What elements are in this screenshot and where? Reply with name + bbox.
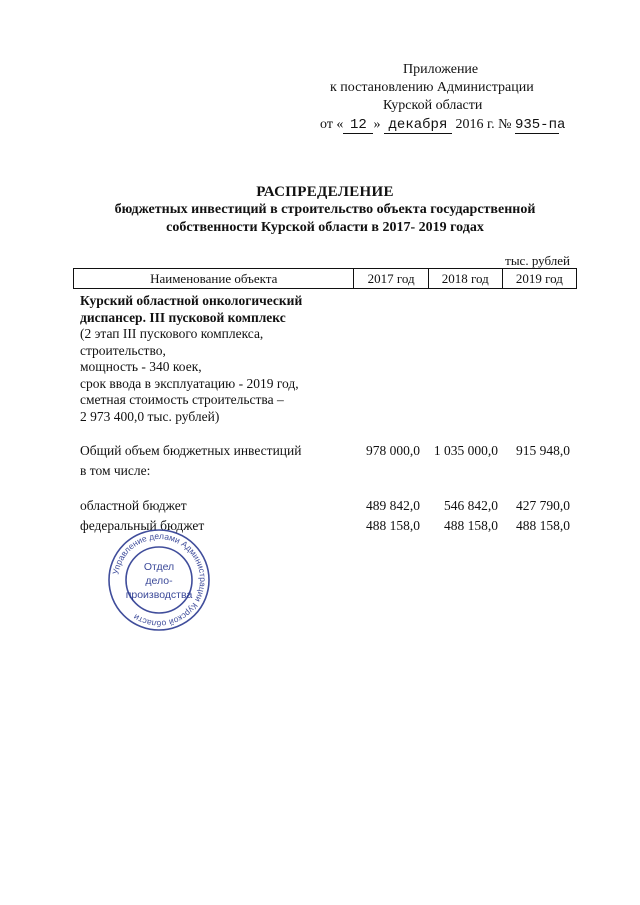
- federal-2019: 488 158,0: [516, 518, 570, 533]
- total-2019: 915 948,0: [516, 443, 570, 458]
- federal-2018: 488 158,0: [444, 518, 498, 533]
- units-label: тыс. рублей: [505, 253, 570, 268]
- investment-table: [73, 268, 577, 289]
- table-header-row: [74, 269, 577, 289]
- object-detail-line: 2 973 400,0 тыс. рублей): [80, 408, 220, 424]
- row-label-regional: областной бюджет: [80, 498, 187, 513]
- stamp-center-line: дело-: [145, 575, 173, 587]
- row-label-including: в том числе:: [80, 463, 151, 478]
- header-object-name: Наименование объекта: [74, 269, 354, 289]
- row-label-federal: федеральный бюджет: [80, 518, 205, 533]
- appendix-region-line: Курской области: [383, 98, 483, 113]
- document-title: РАСПРЕДЕЛЕНИЕ: [256, 184, 394, 200]
- row-label-total: Общий объем бюджетных инвестиций: [80, 443, 302, 458]
- date-prefix: от «: [320, 117, 344, 132]
- object-detail-line: (2 этап III пускового комплекса,: [80, 326, 264, 341]
- regional-2018: 546 842,0: [444, 498, 498, 513]
- total-2017: 978 000,0: [366, 443, 420, 458]
- federal-2017: 488 158,0: [366, 518, 420, 533]
- stamp-center-line: Отдел: [143, 561, 175, 573]
- header-2018: 2018 год: [428, 269, 502, 289]
- object-detail-line: срок ввода в эксплуатацию - 2019 год,: [80, 375, 299, 391]
- object-name-line: диспансер. III пусковой комплекс: [80, 309, 286, 325]
- header-2017: 2017 год: [354, 269, 428, 289]
- appendix-title: Приложение: [403, 62, 479, 77]
- office-stamp: [106, 527, 212, 633]
- date-day: 12: [343, 118, 373, 134]
- header-2019: 2019 год: [502, 269, 576, 289]
- regional-2019: 427 790,0: [516, 498, 570, 513]
- regional-2017: 489 842,0: [366, 498, 420, 513]
- stamp-center-line: производства: [125, 589, 193, 601]
- date-year: 2016 г. №: [455, 117, 512, 132]
- object-detail-line: сметная стоимость строительства –: [80, 392, 284, 407]
- document-subtitle-2: собственности Курской области в 2017- 2019 годах: [166, 220, 484, 235]
- object-name-line: Курский областной онкологический: [80, 293, 303, 308]
- object-description: [80, 293, 350, 425]
- appendix-resolution-line: к постановлению Администрации: [330, 80, 534, 95]
- stamp-ring-text: Управление делами Администрации Курской области: [110, 530, 209, 630]
- date-mid: »: [373, 117, 381, 132]
- document-heading: [60, 183, 590, 237]
- total-2018: 1 035 000,0: [433, 443, 498, 458]
- object-detail-line: строительство,: [80, 342, 166, 358]
- document-subtitle-1: бюджетных инвестиций в строительство объекта государственной: [114, 202, 536, 217]
- object-detail-line: мощность - 340 коек,: [80, 359, 202, 374]
- appendix-date-line: [320, 116, 566, 134]
- resolution-number: 935-па: [514, 117, 566, 133]
- date-month: декабря: [384, 118, 452, 134]
